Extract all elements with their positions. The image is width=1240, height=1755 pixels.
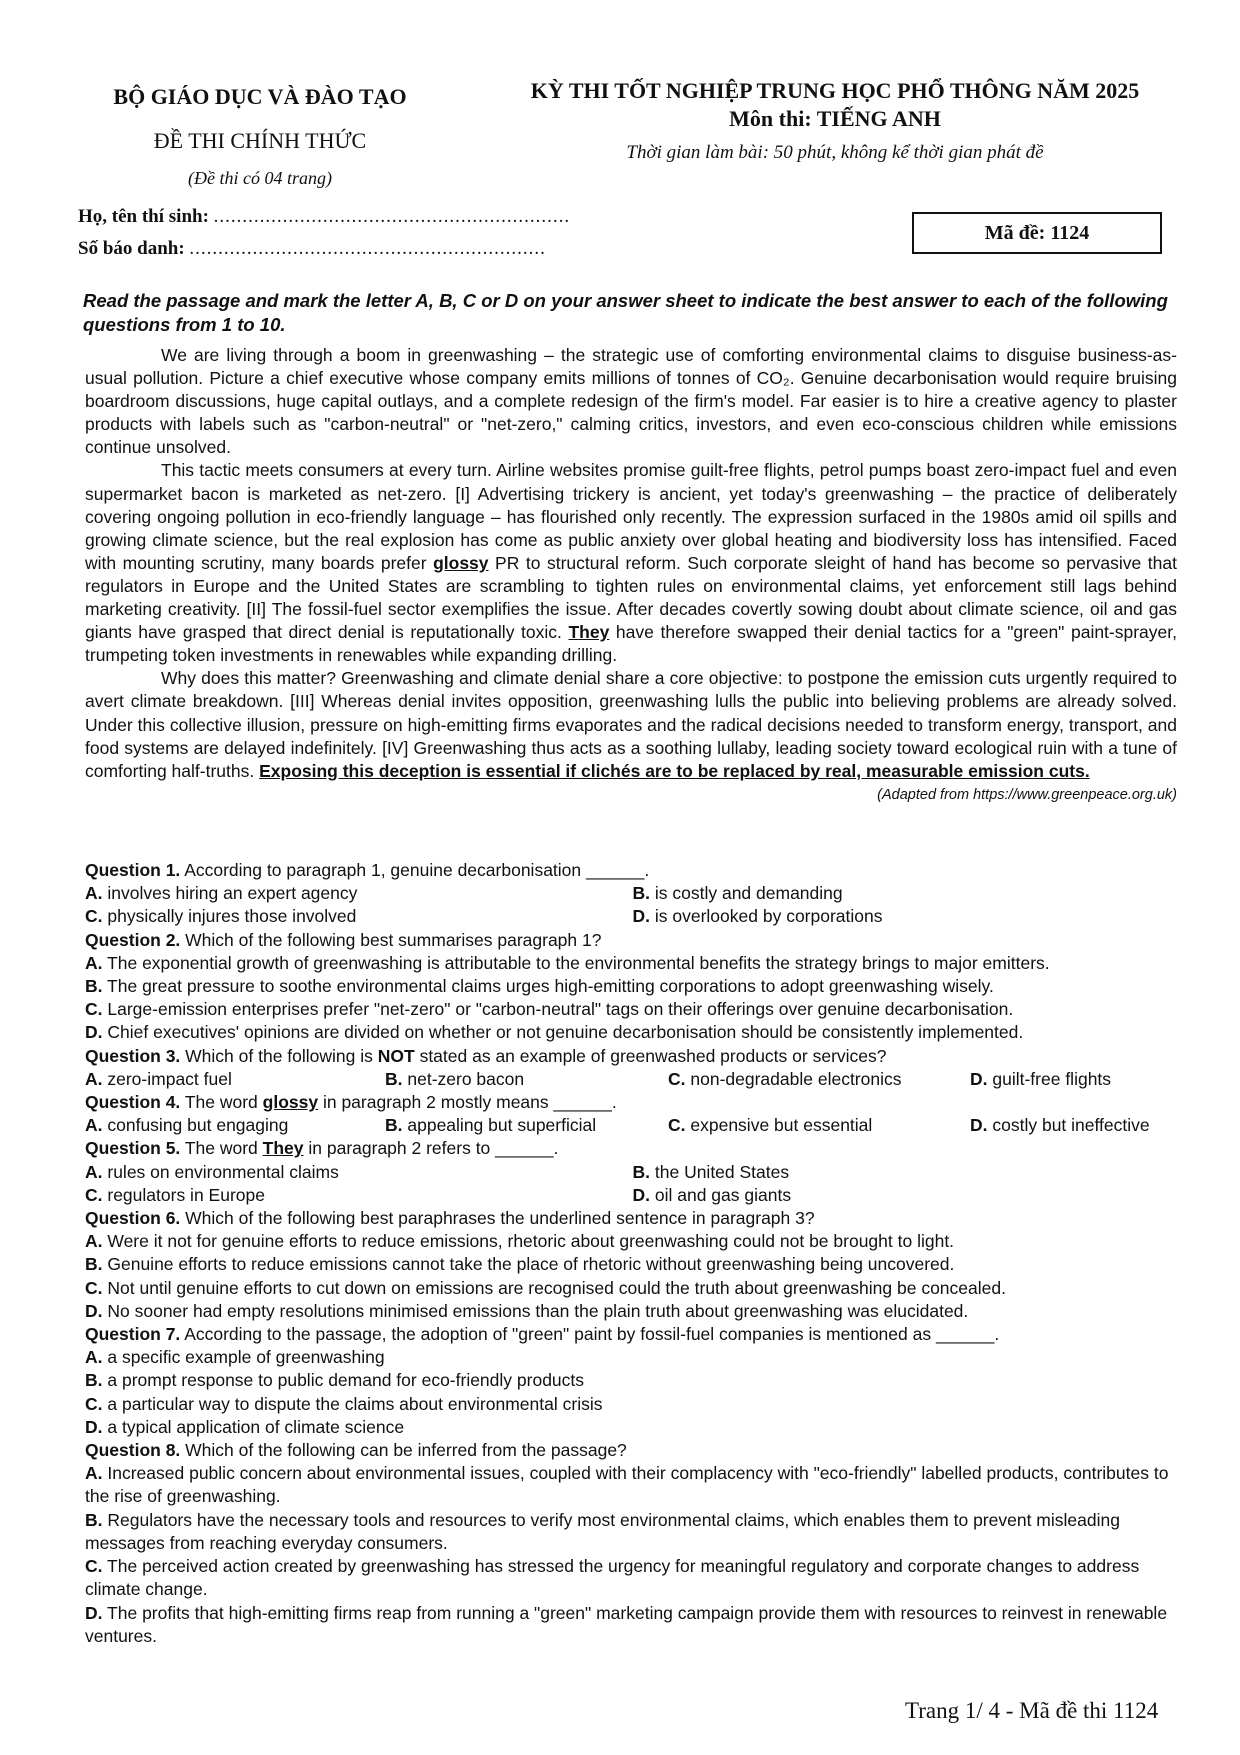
question-number: Question 4. [85, 1092, 181, 1113]
question-5-option-b[interactable] [633, 1161, 1181, 1184]
question-number: Question 2. [85, 929, 181, 950]
question-text: Which of the following can be inferred from the passage? [180, 1440, 627, 1461]
question-3-option-b[interactable] [385, 1068, 668, 1091]
underlined-sentence: Exposing this deception is essential if clichés are to be replaced by real, measurable emission cuts. [259, 760, 1090, 781]
option-text: is costly and demanding [654, 883, 843, 904]
option-text: The exponential growth of greenwashing is attributable to the environmental benefits the strategy brings to major emitters. [107, 952, 1050, 973]
option-text: No sooner had empty resolutions minimised emissions than the plain truth about greenwashing was elucidated. [107, 1300, 969, 1321]
option-letter: A. [85, 1231, 103, 1252]
paragraph-2 [85, 459, 1177, 667]
question-3-option-c[interactable] [668, 1068, 970, 1091]
candidate-id-field[interactable]: .............................................................. [189, 238, 546, 259]
question-4-options [85, 1114, 1180, 1137]
option-text: confusing but engaging [107, 1115, 289, 1136]
option-letter: A. [85, 1068, 103, 1089]
candidate-name-field[interactable]: .............................................................. [213, 206, 571, 227]
option-text: Regulators have the necessary tools and resources to verify most environmental claims, which enables them to prevent misleading messages from reaching everyday consumers. [85, 1509, 1120, 1553]
option-text: appealing but superficial [407, 1115, 597, 1136]
option-text: the United States [654, 1161, 790, 1182]
option-letter: C. [85, 906, 103, 927]
question-text: The word [180, 1138, 263, 1159]
option-letter: C. [85, 1277, 103, 1298]
question-1-option-d[interactable] [633, 905, 1181, 928]
question-text-end: in paragraph 2 mostly means ______. [318, 1092, 617, 1113]
question-1-option-c[interactable] [85, 905, 633, 928]
page-footer: Trang 1/ 4 - Mã đề thi 1124 [905, 1698, 1159, 1723]
option-text: The perceived action created by greenwashing has stressed the urgency for meaningful regulatory and corporate changes to address climate change. [85, 1556, 1140, 1600]
question-8-option-c[interactable] [85, 1555, 1180, 1601]
exam-title: KỲ THI TỐT NGHIỆP TRUNG HỌC PHỔ THÔNG NĂM 2025 [530, 78, 1140, 103]
header-left [80, 84, 440, 189]
candidate-name-label: Họ, tên thí sinh: [78, 206, 209, 227]
question-6-option-d[interactable] [85, 1300, 1180, 1323]
question-7-option-a[interactable] [85, 1346, 1180, 1369]
option-text: rules on environmental claims [107, 1161, 339, 1182]
question-text: The word [180, 1092, 263, 1113]
question-text: According to paragraph 1, genuine decarbonisation ______. [180, 860, 650, 880]
question-6-option-b[interactable] [85, 1253, 1180, 1276]
question-4-stem [85, 1091, 1180, 1114]
question-2-stem [85, 929, 1180, 952]
option-letter: D. [632, 906, 650, 927]
question-7-option-d[interactable] [85, 1416, 1180, 1439]
question-2-option-b[interactable] [85, 975, 1180, 998]
question-3-option-d[interactable] [970, 1068, 1180, 1091]
option-text: Were it not for genuine efforts to reduce emissions, rhetoric about greenwashing could not be brought to light. [107, 1231, 955, 1252]
question-1-option-b[interactable] [633, 882, 1181, 905]
option-letter: A. [85, 883, 103, 904]
option-text: Chief executives' opinions are divided on whether or not genuine decarbonisation should be consistently implemented. [107, 1022, 1024, 1043]
question-8-stem [85, 1439, 1180, 1462]
option-text: guilt-free flights [992, 1068, 1112, 1089]
word-glossy: glossy [433, 552, 489, 573]
option-text: zero-impact fuel [107, 1068, 232, 1089]
question-1-option-a[interactable] [85, 882, 633, 905]
question-8-option-a[interactable] [85, 1462, 1180, 1508]
paragraph-3 [85, 667, 1177, 782]
question-2-option-d[interactable] [85, 1021, 1180, 1044]
question-5-option-d[interactable] [633, 1184, 1181, 1207]
ministry-name: BỘ GIÁO DỤC VÀ ĐÀO TẠO [113, 84, 407, 109]
question-4-option-a[interactable] [85, 1114, 385, 1137]
option-text: involves hiring an expert agency [107, 883, 358, 904]
option-letter: B. [632, 883, 650, 904]
question-number: Question 1. [85, 860, 181, 880]
option-letter: D. [85, 1022, 103, 1043]
question-3-option-a[interactable] [85, 1068, 385, 1091]
header-right [505, 78, 1165, 164]
question-5-options-row-2 [85, 1184, 1180, 1207]
paragraph-2-part-a: This tactic meets consumers at every turn. Airline websites promise guilt-free flights, petrol pumps boast zero-impact fuel and even supermarket bacon is marketed as net-zero. [I] Advertising trickery is ancient, yet today's greenwashing – the practice of deliberately covering ongoing pollution in eco-friendly language – has flourished only recently. The expression surfaced in the 1980s amid oil spills and growing climate science, but the real explosion has come as public anxiety over global heating and biodiversity loss has intensified. Faced with mounting scrutiny, many boards prefer [85, 460, 1177, 573]
option-text: physically injures those involved [107, 906, 357, 927]
question-6-option-c[interactable] [85, 1277, 1180, 1300]
question-7-option-b[interactable] [85, 1369, 1180, 1392]
option-text: non-degradable electronics [690, 1068, 902, 1089]
candidate-name-line [78, 206, 570, 228]
option-text: is overlooked by corporations [654, 906, 883, 927]
option-text: The profits that high-emitting firms reap from running a "green" marketing campaign provide them with resources to reinvest in renewable ventures. [85, 1602, 1168, 1646]
option-letter: C. [668, 1115, 686, 1136]
option-text: Not until genuine efforts to cut down on emissions are recognised could the truth about greenwashing be concealed. [107, 1277, 1006, 1298]
question-text: According to the passage, the adoption of "green" paint by fossil-fuel companies is mentioned as ______. [180, 1324, 1000, 1345]
question-number: Question 3. [85, 1045, 181, 1066]
option-letter: B. [385, 1068, 403, 1089]
option-letter: B. [85, 976, 103, 997]
target-word: They [262, 1138, 304, 1159]
question-1-options-row-1 [85, 882, 1180, 905]
option-letter: D. [85, 1602, 103, 1623]
candidate-id-line [78, 238, 546, 260]
paragraph-3-part-a: Why does this matter? Greenwashing and climate denial share a core objective: to postpone the emission cuts urgently required to avert climate breakdown. [III] Whereas denial invites opposition, greenwashing lulls the public into believing problems are already solved. Under this collective illusion, pressure on high-emitting firms evaporates and the radical decisions needed to transform energy, transport, and food systems are delayed indefinitely. [IV] Greenwashing thus acts as a soothing lullaby, leading society toward ecological ruin with a tune of comforting half-truths. [85, 668, 1177, 781]
option-letter: C. [85, 1556, 103, 1577]
candidate-id-label: Số báo danh: [78, 238, 185, 259]
option-letter: D. [85, 1300, 103, 1321]
option-letter: D. [632, 1184, 650, 1205]
paragraph-2-part-b: PR to structural reform. Such corporate sleight of hand has become so pervasive that regulators in Europe and the United States are scrambling to tighten rules on environmental claims, yet enforcement still lags behind marketing creativity. [II] The fossil-fuel sector exemplifies the issue. After decades covertly sowing doubt about climate science, oil and gas giants have grasped that direct denial is reputationally toxic. [85, 552, 1177, 643]
option-letter: B. [85, 1370, 103, 1391]
question-text-end: stated as an example of greenwashed products or services? [414, 1045, 887, 1066]
option-letter: B. [85, 1254, 103, 1275]
question-number: Question 5. [85, 1138, 181, 1159]
option-letter: D. [970, 1068, 988, 1089]
option-text: net-zero bacon [407, 1068, 525, 1089]
option-text: Increased public concern about environmental issues, coupled with their complacency with "eco-friendly" labelled products, contributes to the rise of greenwashing. [85, 1463, 1169, 1507]
reading-passage [85, 344, 1177, 807]
questions-section [85, 859, 1180, 1648]
target-word: glossy [262, 1092, 319, 1113]
option-text: The great pressure to soothe environmental claims urges high-emitting corporations to adopt greenwashing wisely. [107, 976, 994, 997]
word-they: They [568, 622, 610, 643]
question-2-option-c[interactable] [85, 998, 1180, 1021]
option-letter: C. [85, 999, 103, 1020]
question-number: Question 6. [85, 1208, 181, 1229]
question-1-stem [85, 859, 1180, 882]
question-6-option-a[interactable] [85, 1230, 1180, 1253]
question-8-option-b[interactable] [85, 1509, 1180, 1555]
question-2-option-a[interactable] [85, 952, 1180, 975]
question-3-options [85, 1068, 1180, 1091]
question-number: Question 8. [85, 1440, 181, 1461]
question-text-end: in paragraph 2 refers to ______. [303, 1138, 559, 1159]
option-text: Large-emission enterprises prefer "net-zero" or "carbon-neutral" tags on their offerings over genuine decarbonisation. [107, 999, 1014, 1020]
question-4-option-d[interactable] [970, 1114, 1180, 1137]
question-text: Which of the following best paraphrases the underlined sentence in paragraph 3? [180, 1208, 815, 1229]
paragraph-1: We are living through a boom in greenwashing – the strategic use of comforting environmental claims to disguise business-as-usual pollution. Picture a chief executive whose company emits millions of tonnes of CO₂. Genuine decarbonisation would require bruising boardroom discussions, huge capital outlays, and a complete redesign of the firm's model. Far easier is to hire a creative agency to plaster products with labels such as "carbon-neutral" or "net-zero," calming critics, investors, and even eco-conscious children while emissions continue unsolved. [85, 345, 1177, 458]
question-7-option-c[interactable] [85, 1393, 1180, 1416]
option-letter: A. [85, 952, 103, 973]
question-5-option-c[interactable] [85, 1184, 633, 1207]
option-letter: A. [85, 1115, 103, 1136]
option-letter: A. [85, 1463, 103, 1484]
option-text: a specific example of greenwashing [107, 1347, 385, 1368]
question-number: Question 7. [85, 1324, 181, 1345]
option-letter: B. [632, 1161, 650, 1182]
option-text: oil and gas giants [654, 1184, 792, 1205]
option-text: Genuine efforts to reduce emissions cannot take the place of rhetoric without greenwashing being uncovered. [107, 1254, 955, 1275]
option-text: a prompt response to public demand for eco-friendly products [107, 1370, 585, 1391]
time-note: Thời gian làm bài: 50 phút, không kể thời gian phát đề [626, 142, 1044, 163]
official-label: ĐỀ THI CHÍNH THỨC [153, 128, 367, 153]
question-4-option-b[interactable] [385, 1114, 668, 1137]
option-text: a typical application of climate science [107, 1416, 405, 1437]
option-letter: C. [668, 1068, 686, 1089]
option-letter: C. [85, 1393, 103, 1414]
option-text: regulators in Europe [107, 1184, 265, 1205]
exam-code-box: Mã đề: 1124 [912, 212, 1162, 254]
instructions: Read the passage and mark the letter A, B, C or D on your answer sheet to indicate the best answer to each of the following questions from 1 to 10. [83, 290, 1168, 335]
question-text: Which of the following best summarises paragraph 1? [180, 929, 602, 950]
page-count-note: (Đề thi có 04 trang) [188, 168, 332, 188]
question-7-stem [85, 1323, 1180, 1346]
question-5-options-row-1 [85, 1161, 1180, 1184]
subject-label: Môn thi: TIẾNG ANH [729, 106, 941, 131]
option-text: costly but ineffective [992, 1115, 1150, 1136]
question-3-stem [85, 1045, 1180, 1068]
option-letter: A. [85, 1161, 103, 1182]
question-4-option-c[interactable] [668, 1114, 970, 1137]
option-letter: B. [85, 1509, 103, 1530]
option-text: a particular way to dispute the claims about environmental crisis [107, 1393, 603, 1414]
question-text: Which of the following is [180, 1045, 378, 1066]
question-5-option-a[interactable] [85, 1161, 633, 1184]
question-1-options-row-2 [85, 905, 1180, 928]
option-text: expensive but essential [690, 1115, 873, 1136]
option-letter: D. [85, 1416, 103, 1437]
not-emphasis: NOT [377, 1045, 415, 1066]
question-6-stem [85, 1207, 1180, 1230]
passage-source: (Adapted from https://www.greenpeace.org.uk) [877, 786, 1177, 803]
question-8-option-d[interactable] [85, 1602, 1180, 1648]
option-letter: A. [85, 1347, 103, 1368]
paragraph-2-part-c: have therefore swapped their denial tactics for a "green" paint-sprayer, trumpeting token investments in renewables while expanding drilling. [85, 622, 1177, 666]
option-letter: C. [85, 1184, 103, 1205]
option-letter: D. [970, 1115, 988, 1136]
option-letter: B. [385, 1115, 403, 1136]
question-5-stem [85, 1137, 1180, 1160]
